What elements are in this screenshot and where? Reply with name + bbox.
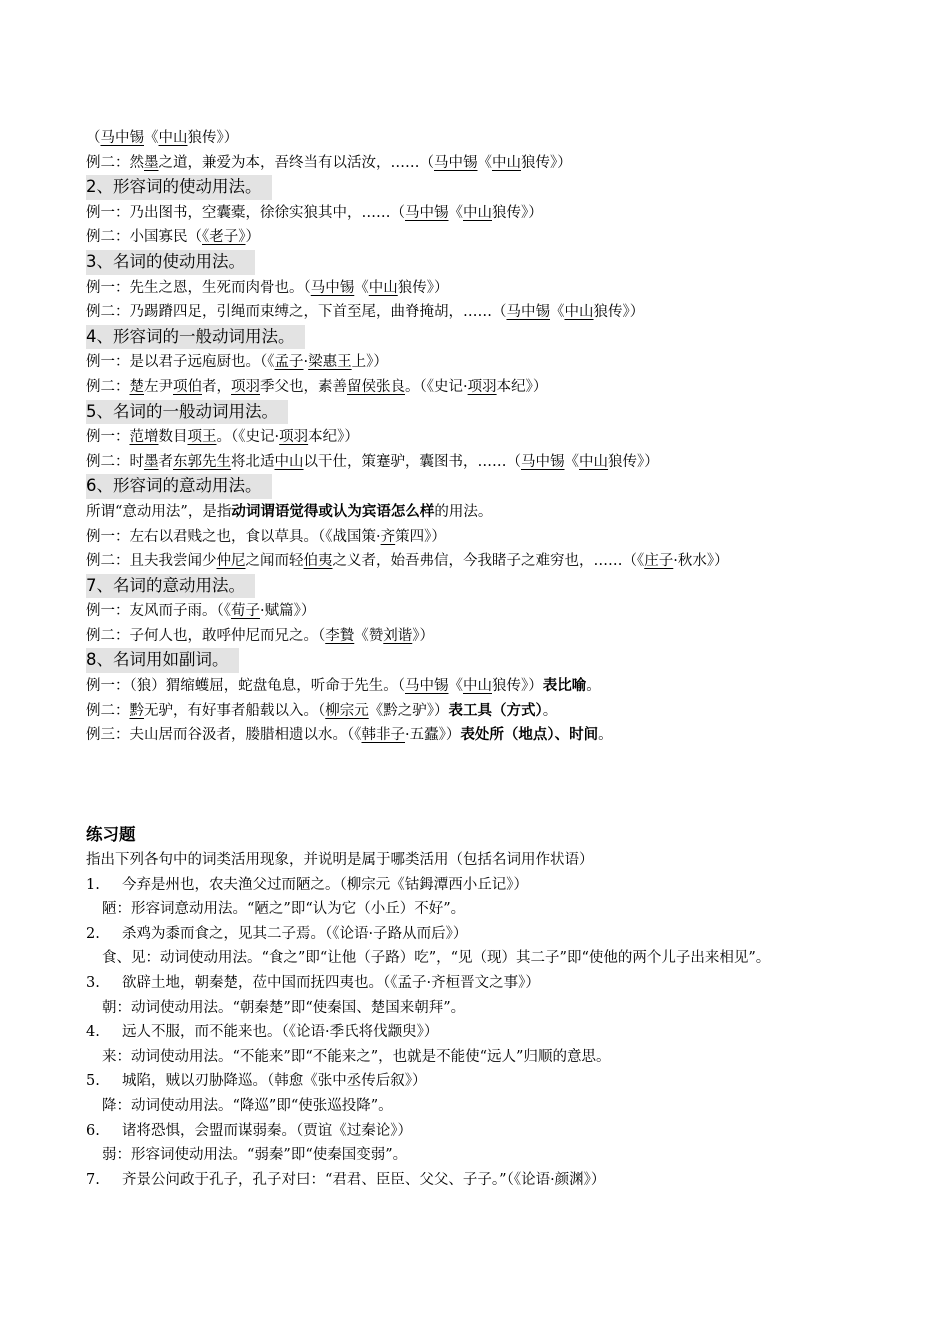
text-segment: 《	[354, 279, 369, 296]
text-segment: 。（《史记·	[216, 429, 280, 446]
text-segment: 例二：乃踢蹐四足，引绳而束缚之，下首至尾，曲脊掩胡，……（	[86, 304, 507, 321]
text-segment: 狼传》）	[187, 130, 239, 146]
text-segment: 左尹	[144, 378, 173, 395]
example-line	[86, 599, 886, 624]
text-segment: 。	[586, 678, 601, 695]
text-segment: 《	[477, 154, 492, 171]
text-segment: 将北适	[231, 453, 275, 470]
exercise-question	[86, 1168, 886, 1193]
example-line	[86, 375, 886, 400]
text-segment: 例二：	[86, 378, 130, 395]
question-text: 杀鸡为黍而食之，见其二子焉。（《论语·子路从而后》）	[122, 925, 468, 942]
text-segment: 。	[598, 727, 613, 744]
proper-noun: 柳宗元	[325, 702, 369, 719]
text-segment: 之闻而轻	[245, 553, 304, 570]
text-segment: ）	[245, 229, 260, 246]
example-line	[86, 699, 886, 724]
exercise-intro: 指出下列各句中的词类活用现象，并说明是属于哪类活用（包括名词用作状语）	[86, 852, 594, 868]
text-segment: 无驴，有好事者船载以入。（	[144, 702, 326, 719]
proper-noun: 中山	[579, 453, 608, 470]
proper-noun: 中山	[492, 154, 521, 171]
exercise-question	[86, 971, 886, 996]
text-segment: 例二：然	[86, 154, 144, 171]
text-segment: 例一：	[86, 429, 130, 446]
section-heading: 5、名词的一般动词用法。	[86, 400, 288, 425]
proper-noun: 韩非子	[361, 727, 405, 744]
text-segment: 狼传》）	[608, 453, 659, 470]
example-line	[86, 201, 886, 226]
proper-noun: 伯夷	[303, 553, 333, 570]
proper-noun: 马中锡	[310, 279, 355, 296]
text-segment: 上》）	[351, 354, 388, 371]
question-number: 1.	[86, 876, 100, 893]
proper-noun: 刘谐	[383, 627, 413, 644]
text-segment: 例二：且夫我尝闻少	[86, 553, 217, 570]
exercise-answer: 陋：形容词意动用法。“陋之”即“认为它（小丘）不好”。	[102, 901, 466, 918]
emphasis-text: 表比喻	[542, 678, 587, 695]
proper-noun: 中山	[158, 130, 188, 146]
text-segment: 狼传》）	[521, 154, 572, 171]
text-segment: ·赋篇》）	[260, 603, 316, 620]
text-segment: 之道，兼爱为本，吾终当有以活汝，……（	[158, 154, 434, 171]
proper-noun: 东郭先生	[173, 453, 231, 470]
text-segment: 例一：乃出图书，空囊橐，徐徐实狼其中，……（	[86, 204, 405, 221]
question-number: 6.	[86, 1122, 100, 1139]
emphasis-text: 表工具（方式）	[448, 702, 543, 719]
proper-noun: 楚	[129, 378, 144, 395]
text-segment: 例二：小国寡民（	[86, 229, 202, 246]
text-segment: 以干仕，策蹇驴，囊图书，……（	[303, 453, 521, 470]
exercise-question	[86, 1020, 886, 1045]
text-segment: ·	[303, 354, 309, 371]
question-text: 今弃是州也，农夫渔父过而陋之。（柳宗元《钴鉧潭西小丘记》）	[122, 876, 528, 893]
exercise-answer: 食、见：动词使动用法。“食之”即“让他（子路）吃”，“见（现）其二子”即“使他的两个儿子出来相见”。	[102, 950, 771, 967]
text-segment: 狼传》）	[397, 279, 449, 296]
text-segment: 《黔之驴》）	[368, 702, 449, 719]
section-heading: 4、形容词的一般动词用法。	[86, 325, 305, 350]
proper-noun: 项羽	[467, 378, 497, 395]
text-segment: 《	[144, 130, 159, 146]
example-line	[86, 723, 886, 748]
text-segment: 例二：时	[86, 453, 144, 470]
proper-noun: 齐	[380, 528, 396, 545]
text-segment: 之义者，始吾弗信，今我睹子之难穷也，……（《	[332, 553, 645, 570]
text-segment: 例一：是以君子远庖厨也。（《	[86, 354, 275, 371]
text-segment: 。（《史记·	[405, 378, 468, 395]
text-segment: ·五蠹》）	[405, 727, 461, 744]
proper-noun: 墨	[144, 154, 159, 171]
section-heading: 2、形容词的使动用法。	[86, 175, 272, 200]
proper-noun: 项羽	[231, 378, 260, 395]
exercise-answer: 弱：形容词使动用法。“弱秦”即“使秦国变弱”。	[102, 1147, 408, 1164]
proper-noun: 庄子	[644, 553, 674, 570]
text-segment: 者，	[202, 378, 231, 395]
proper-noun: 马中锡	[405, 678, 449, 695]
text-segment: 《	[448, 204, 463, 221]
text-segment: 者	[158, 453, 173, 470]
text-segment: 例二：子何人也，敢呼仲尼而兄之。（	[86, 627, 326, 644]
proper-noun: 范增	[129, 429, 159, 446]
example-line	[86, 500, 886, 525]
text-segment: 本纪》）	[496, 378, 548, 395]
text-segment: 狼传》）	[492, 204, 543, 221]
text-segment: 例三：夫山居而谷汲者，媵腊相遗以水。（《	[86, 727, 362, 744]
text-segment: 《	[564, 453, 579, 470]
exercise-question	[86, 1119, 886, 1144]
proper-noun: 孟子	[274, 354, 304, 371]
text-segment: 《	[550, 304, 565, 321]
text-segment: 本纪》）	[308, 429, 359, 446]
text-segment: 所谓“意动用法”，是指	[86, 503, 232, 520]
proper-noun: 留侯张良	[347, 378, 405, 395]
proper-noun: 项伯	[173, 378, 202, 395]
exercise-question	[86, 873, 886, 898]
text-segment: 例二：	[86, 702, 130, 719]
text-segment: 季父也，素善	[260, 378, 347, 395]
example-line	[86, 674, 886, 699]
example-line	[86, 549, 886, 574]
example-line	[86, 624, 886, 649]
proper-noun: 荀子	[231, 603, 260, 620]
text-segment: 。	[542, 702, 558, 719]
text-segment: 例一：友风而子雨。（《	[86, 603, 231, 620]
example-line	[86, 300, 886, 325]
question-text: 欲辟土地，朝秦楚，莅中国而抚四夷也。（《孟子·齐桓晋文之事》）	[122, 974, 540, 991]
text-segment: 例一：（狼）猬缩蠖屈，蛇盘龟息，听命于先生。（	[86, 678, 405, 695]
text-segment: 《赞	[354, 627, 384, 644]
question-number: 5.	[86, 1073, 100, 1090]
question-number: 2.	[86, 925, 100, 942]
text-segment: 狼传》）	[492, 678, 543, 695]
example-line	[86, 151, 886, 176]
proper-noun: 仲尼	[216, 553, 246, 570]
proper-noun: 项羽	[279, 429, 309, 446]
question-text: 远人不服，而不能来也。（《论语·季氏将伐颛臾》）	[122, 1024, 439, 1041]
question-text: 齐景公问政于孔子，孔子对曰：“君君、臣臣、父父、子子。”（《论语·颜渊》）	[122, 1171, 606, 1188]
section-heading: 7、名词的意动用法。	[86, 574, 255, 599]
text-segment: 狼传》）	[593, 304, 645, 321]
example-line	[86, 450, 886, 475]
proper-noun: 李贄	[325, 627, 355, 644]
proper-noun: 《老子》	[202, 229, 246, 246]
section-heading: 8、名词用如副词。	[86, 648, 239, 673]
exercise-question	[86, 1069, 886, 1094]
example-line	[86, 225, 886, 250]
text-segment: 策四》）	[395, 528, 446, 545]
proper-noun: 中山	[463, 204, 492, 221]
text-segment: （	[86, 130, 101, 146]
exercise-question	[86, 922, 886, 947]
text-segment: ·秋水》）	[673, 553, 729, 570]
question-text: 诸将恐惧，会盟而谋弱秦。（贾谊《过秦论》）	[122, 1122, 412, 1139]
exercise-title: 练习题	[86, 825, 136, 844]
emphasis-text: 动词谓语觉得或认为宾语怎么样	[231, 503, 435, 520]
proper-noun: 中山	[274, 453, 304, 470]
example-line	[86, 276, 886, 301]
text-segment: 例一：先生之恩，生死而肉骨也。（	[86, 279, 311, 296]
example-line	[86, 525, 886, 550]
proper-noun: 中山	[564, 304, 594, 321]
exercise-answer: 来：动词使动用法。“不能来”即“不能来之”，也就是不能使“远人”归顺的意思。	[102, 1048, 611, 1065]
emphasis-text: 表处所（地点）、时间	[460, 727, 599, 744]
proper-noun: 马中锡	[100, 130, 144, 146]
proper-noun: 梁惠王	[308, 354, 352, 371]
proper-noun: 项王	[187, 429, 217, 446]
example-line	[86, 350, 886, 375]
proper-noun: 马中锡	[506, 304, 550, 321]
section-heading: 6、形容词的意动用法。	[86, 474, 272, 499]
proper-noun: 马中锡	[434, 154, 478, 171]
exercise-answer: 降：动词使动用法。“降巡”即“使张巡投降”。	[102, 1097, 393, 1114]
proper-noun: 马中锡	[405, 204, 449, 221]
section-heading: 3、名词的使动用法。	[86, 250, 255, 275]
question-number: 4.	[86, 1024, 100, 1041]
example-line	[86, 425, 886, 450]
proper-noun: 中山	[463, 678, 492, 695]
exercise-section	[86, 822, 886, 1192]
text-segment: 》）	[412, 627, 434, 644]
proper-noun: 马中锡	[521, 453, 565, 470]
question-text: 城陷，贼以刃胁降巡。（韩愈《张中丞传后叙》）	[122, 1073, 427, 1090]
text-segment: 例一：左右以君贱之也，食以草具。（《战国策·	[86, 528, 381, 545]
example-line	[86, 126, 886, 151]
text-segment: 的用法。	[434, 503, 493, 520]
text-segment: 数目	[158, 429, 188, 446]
exercise-answer: 朝：动词使动用法。“朝秦楚”即“使秦国、楚国来朝拜”。	[102, 999, 466, 1016]
text-segment: 《	[448, 678, 463, 695]
question-number: 3.	[86, 974, 100, 991]
proper-noun: 墨	[144, 453, 159, 470]
proper-noun: 黔	[129, 702, 144, 719]
proper-noun: 中山	[368, 279, 398, 296]
grammar-notes	[86, 126, 886, 748]
question-number: 7.	[86, 1171, 100, 1188]
